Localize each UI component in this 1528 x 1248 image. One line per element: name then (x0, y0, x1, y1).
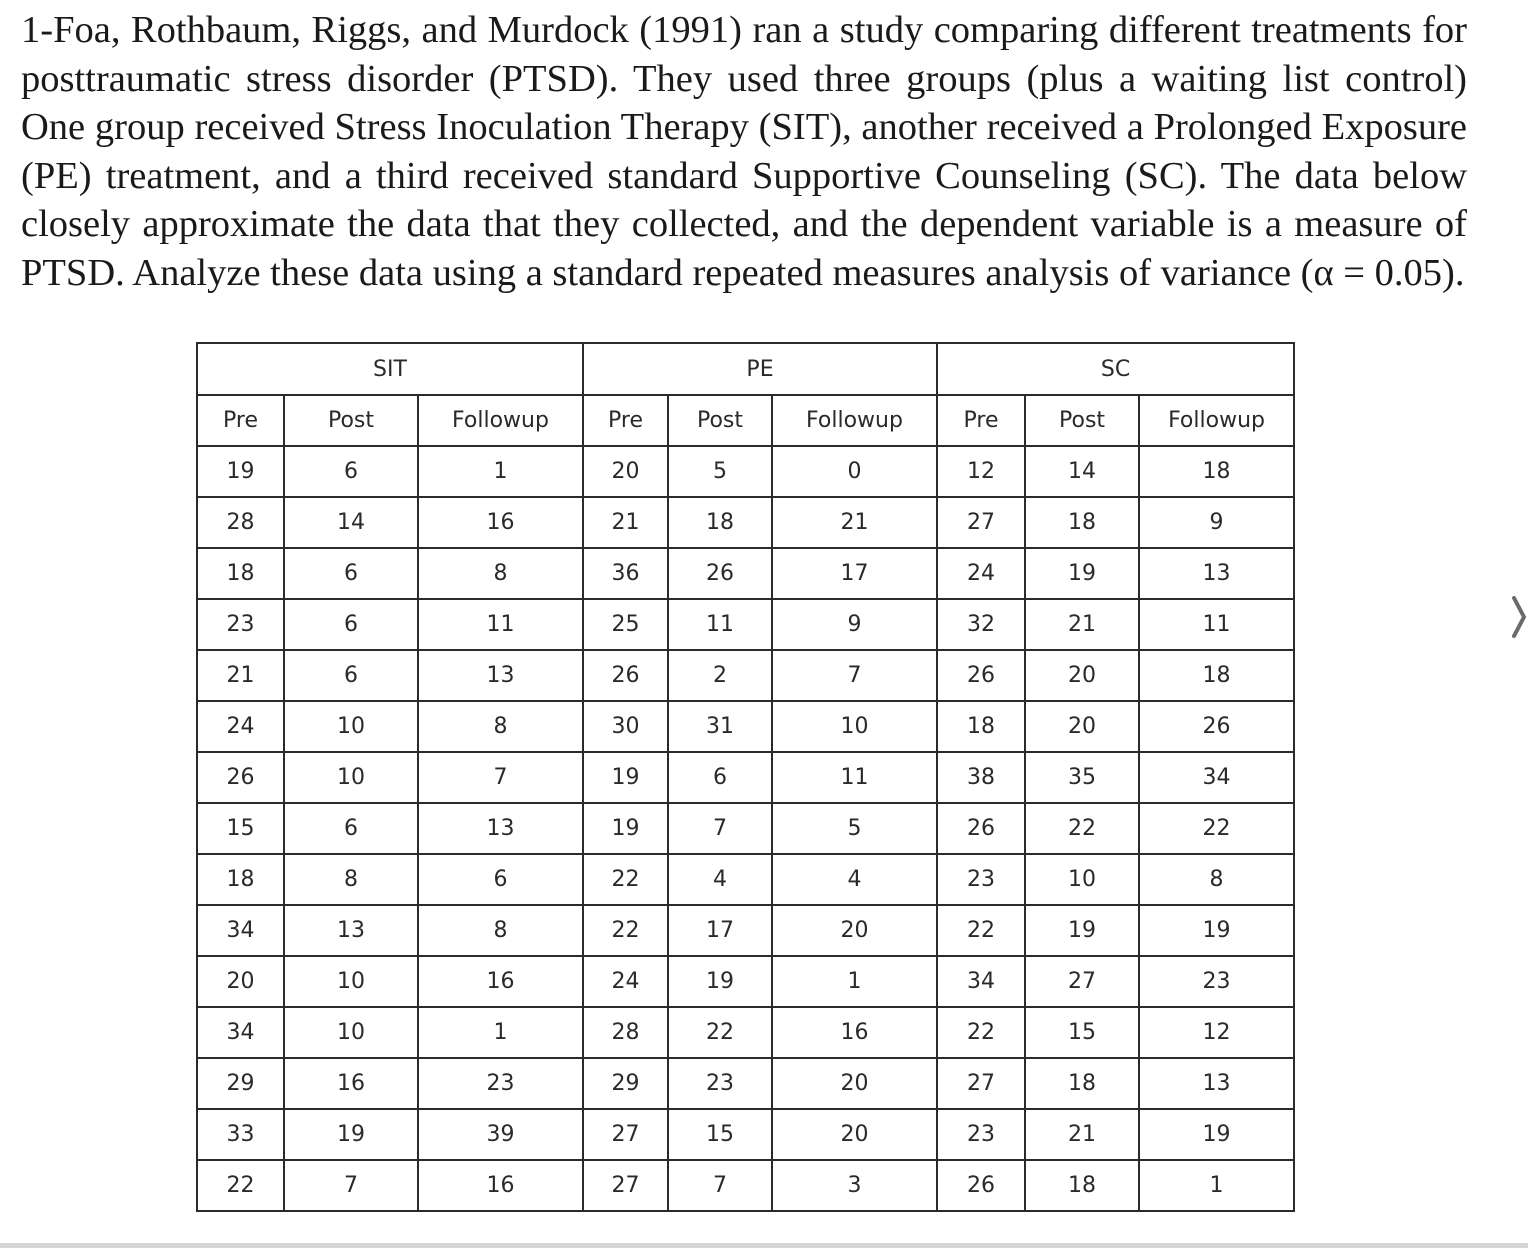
table-cell: 1 (418, 446, 583, 497)
table-cell: 12 (937, 446, 1025, 497)
table-cell: 39 (418, 1109, 583, 1160)
table-cell: 18 (937, 701, 1025, 752)
table-cell: 20 (197, 956, 284, 1007)
table-cell: 23 (937, 854, 1025, 905)
table-cell: 29 (197, 1058, 284, 1109)
table-cell: 19 (1139, 905, 1294, 956)
table-cell: 25 (583, 599, 668, 650)
data-table (196, 342, 1295, 1212)
table-cell: 26 (937, 803, 1025, 854)
table-cell: 23 (418, 1058, 583, 1109)
table-row (197, 701, 1294, 752)
column-header: Post (284, 395, 418, 446)
table-cell: 15 (668, 1109, 772, 1160)
group-header-sc: SC (937, 343, 1294, 395)
table-cell: 5 (772, 803, 937, 854)
table-cell: 20 (1025, 650, 1139, 701)
table-row (197, 803, 1294, 854)
column-header: Post (668, 395, 772, 446)
column-header: Followup (1139, 395, 1294, 446)
table-row (197, 1058, 1294, 1109)
table-cell: 22 (197, 1160, 284, 1211)
table-cell: 18 (1139, 650, 1294, 701)
table-cell: 21 (1025, 1109, 1139, 1160)
table-cell: 19 (668, 956, 772, 1007)
table-cell: 13 (418, 803, 583, 854)
table-cell: 17 (668, 905, 772, 956)
table-cell: 20 (583, 446, 668, 497)
table-cell: 21 (1025, 599, 1139, 650)
table-cell: 10 (284, 701, 418, 752)
bottom-divider (0, 1243, 1528, 1248)
table-cell: 10 (284, 1007, 418, 1058)
table-cell: 6 (284, 548, 418, 599)
table-cell: 16 (284, 1058, 418, 1109)
table-cell: 17 (772, 548, 937, 599)
table-cell: 14 (1025, 446, 1139, 497)
table-cell: 11 (668, 599, 772, 650)
table-cell: 18 (1139, 446, 1294, 497)
table-cell: 10 (284, 752, 418, 803)
table-cell: 16 (418, 497, 583, 548)
table-cell: 27 (583, 1109, 668, 1160)
table-cell: 32 (937, 599, 1025, 650)
table-row (197, 956, 1294, 1007)
table-cell: 23 (1139, 956, 1294, 1007)
table-cell: 34 (197, 1007, 284, 1058)
table-cell: 20 (1025, 701, 1139, 752)
table-cell: 8 (418, 905, 583, 956)
table-cell: 10 (1025, 854, 1139, 905)
table-cell: 16 (418, 1160, 583, 1211)
group-header-pe: PE (583, 343, 937, 395)
table-cell: 4 (668, 854, 772, 905)
table-cell: 1 (1139, 1160, 1294, 1211)
table-cell: 1 (772, 956, 937, 1007)
column-header: Pre (583, 395, 668, 446)
column-header: Followup (772, 395, 937, 446)
table-cell: 6 (418, 854, 583, 905)
table-cell: 6 (284, 446, 418, 497)
table-row (197, 905, 1294, 956)
table-row (197, 1160, 1294, 1211)
table-cell: 33 (197, 1109, 284, 1160)
table-cell: 18 (197, 548, 284, 599)
table-row (197, 599, 1294, 650)
table-row (197, 854, 1294, 905)
table-cell: 27 (1025, 956, 1139, 1007)
column-header: Pre (197, 395, 284, 446)
table-cell: 23 (197, 599, 284, 650)
column-header: Post (1025, 395, 1139, 446)
column-header: Followup (418, 395, 583, 446)
table-cell: 16 (418, 956, 583, 1007)
table-cell: 7 (668, 803, 772, 854)
table-cell: 4 (772, 854, 937, 905)
table-cell: 18 (1025, 497, 1139, 548)
table-cell: 21 (772, 497, 937, 548)
table-cell: 0 (772, 446, 937, 497)
table-cell: 29 (583, 1058, 668, 1109)
table-cell: 22 (937, 1007, 1025, 1058)
table-cell: 27 (583, 1160, 668, 1211)
table-cell: 13 (284, 905, 418, 956)
table-cell: 19 (583, 803, 668, 854)
table-cell: 15 (1025, 1007, 1139, 1058)
table-cell: 21 (583, 497, 668, 548)
table-cell: 10 (772, 701, 937, 752)
table-cell: 6 (284, 803, 418, 854)
table-row (197, 497, 1294, 548)
table-cell: 10 (284, 956, 418, 1007)
table-cell: 21 (197, 650, 284, 701)
table-cell: 24 (583, 956, 668, 1007)
table-cell: 27 (937, 1058, 1025, 1109)
table-cell: 20 (772, 1109, 937, 1160)
table-cell: 9 (1139, 497, 1294, 548)
table-cell: 8 (284, 854, 418, 905)
table-cell: 19 (1139, 1109, 1294, 1160)
table-row (197, 650, 1294, 701)
table-cell: 19 (284, 1109, 418, 1160)
table-cell: 20 (772, 905, 937, 956)
table-cell: 11 (772, 752, 937, 803)
table-cell: 34 (1139, 752, 1294, 803)
table-cell: 6 (284, 599, 418, 650)
table-cell: 7 (418, 752, 583, 803)
table-cell: 13 (1139, 1058, 1294, 1109)
table-row (197, 1007, 1294, 1058)
table-cell: 18 (1025, 1160, 1139, 1211)
table-cell: 1 (418, 1007, 583, 1058)
table-cell: 22 (668, 1007, 772, 1058)
table-cell: 24 (197, 701, 284, 752)
table-cell: 34 (937, 956, 1025, 1007)
table-cell: 6 (284, 650, 418, 701)
table-cell: 22 (937, 905, 1025, 956)
table-row (197, 752, 1294, 803)
table-cell: 8 (1139, 854, 1294, 905)
table-cell: 14 (284, 497, 418, 548)
group-header-sit: SIT (197, 343, 583, 395)
table-cell: 19 (1025, 905, 1139, 956)
column-header: Pre (937, 395, 1025, 446)
table-cell: 24 (937, 548, 1025, 599)
table-cell: 15 (197, 803, 284, 854)
table-cell: 22 (583, 854, 668, 905)
table-cell: 18 (1025, 1058, 1139, 1109)
table-cell: 13 (1139, 548, 1294, 599)
table-cell: 28 (583, 1007, 668, 1058)
table-cell: 6 (668, 752, 772, 803)
table-cell: 22 (583, 905, 668, 956)
table-cell: 27 (937, 497, 1025, 548)
table-cell: 20 (772, 1058, 937, 1109)
chevron-right-icon[interactable] (1510, 594, 1528, 640)
table-cell: 16 (772, 1007, 937, 1058)
table-cell: 26 (937, 650, 1025, 701)
table-row (197, 446, 1294, 497)
table-cell: 28 (197, 497, 284, 548)
table-row (197, 1109, 1294, 1160)
table-cell: 18 (197, 854, 284, 905)
table-cell: 26 (1139, 701, 1294, 752)
table-cell: 19 (583, 752, 668, 803)
table-cell: 5 (668, 446, 772, 497)
table-cell: 26 (583, 650, 668, 701)
table-cell: 34 (197, 905, 284, 956)
table-cell: 7 (284, 1160, 418, 1211)
table-cell: 9 (772, 599, 937, 650)
table-cell: 3 (772, 1160, 937, 1211)
table-cell: 7 (668, 1160, 772, 1211)
table-cell: 26 (197, 752, 284, 803)
table-cell: 8 (418, 701, 583, 752)
table-cell: 23 (668, 1058, 772, 1109)
table-cell: 26 (668, 548, 772, 599)
column-header-row (197, 395, 1294, 446)
table-cell: 18 (668, 497, 772, 548)
table-cell: 31 (668, 701, 772, 752)
table-cell: 23 (937, 1109, 1025, 1160)
table-cell: 19 (197, 446, 284, 497)
table-cell: 13 (418, 650, 583, 701)
group-header-row (197, 343, 1294, 395)
table-cell: 19 (1025, 548, 1139, 599)
table-cell: 8 (418, 548, 583, 599)
table-cell: 22 (1025, 803, 1139, 854)
table-cell: 11 (418, 599, 583, 650)
table-cell: 26 (937, 1160, 1025, 1211)
table-cell: 30 (583, 701, 668, 752)
table-cell: 12 (1139, 1007, 1294, 1058)
table-cell: 2 (668, 650, 772, 701)
table-cell: 7 (772, 650, 937, 701)
table-row (197, 548, 1294, 599)
table-cell: 11 (1139, 599, 1294, 650)
problem-statement: 1-Foa, Rothbaum, Riggs, and Murdock (1991) ran a study comparing different treatments for posttraumatic stress disorder (PTSD). They used three groups (plus a waiting list control) One group received Stress Inoculation Therapy (SIT), another received a Prolonged Exposure (PE) treatment, and a third received standard Supportive Counseling (SC). The data below closely approximate the data that they collected, and the dependent variable is a measure of PTSD. Analyze these data using a standard repeated measures analysis of variance (α = 0.05). (21, 9, 1467, 294)
table-cell: 22 (1139, 803, 1294, 854)
table-cell: 38 (937, 752, 1025, 803)
table-cell: 35 (1025, 752, 1139, 803)
table-cell: 36 (583, 548, 668, 599)
